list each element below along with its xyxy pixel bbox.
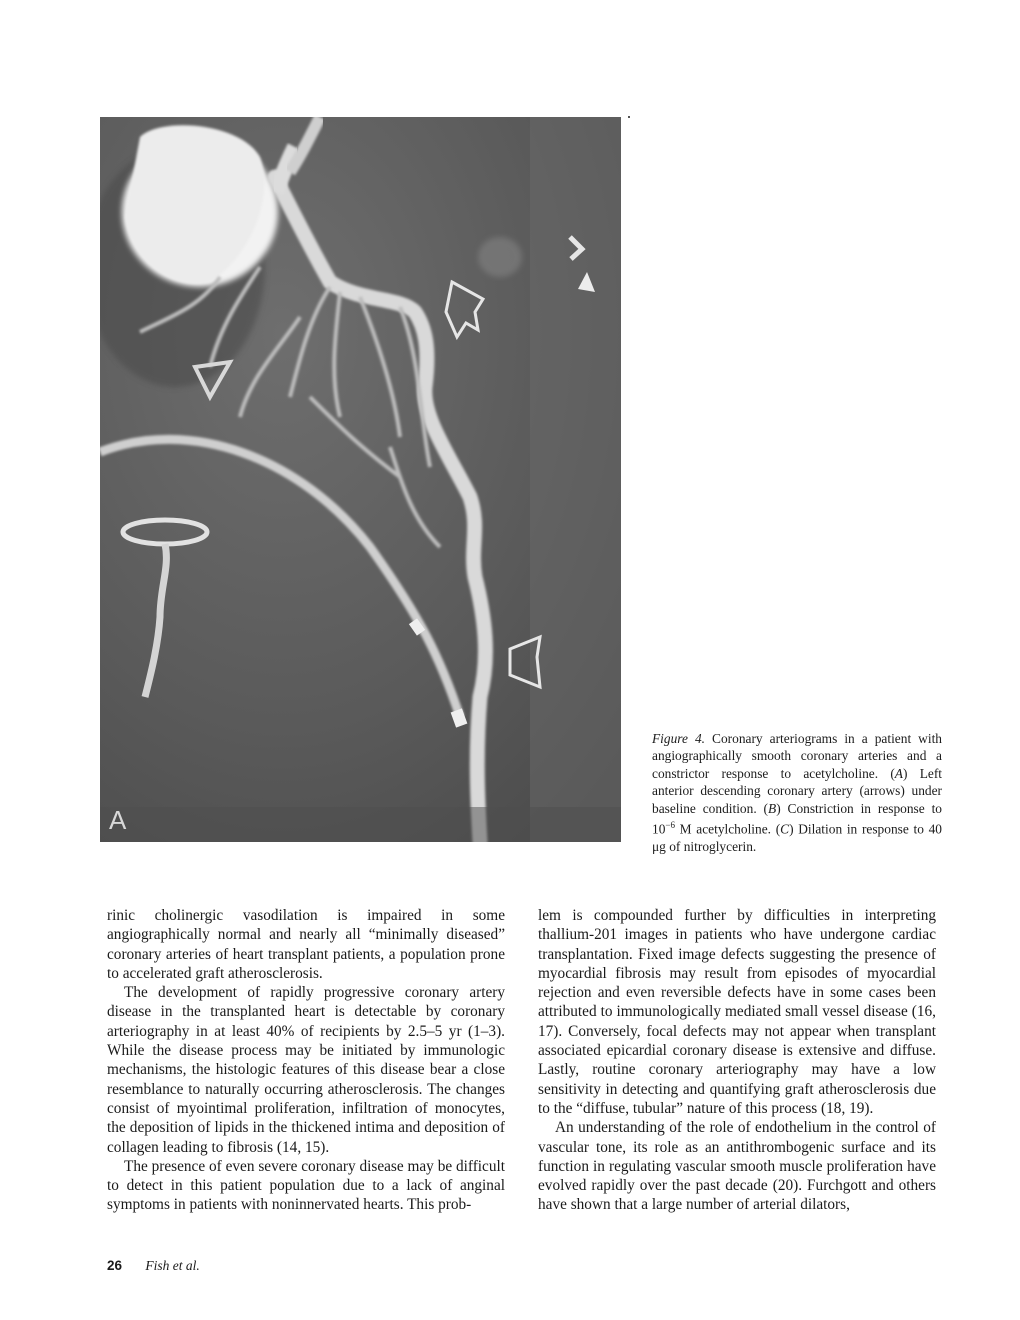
figure-caption: [652, 730, 942, 855]
caption-text-5: ) Dilation in response to 40 μg of nitroglycerin.: [652, 821, 942, 854]
panel-label: A: [109, 805, 127, 835]
paragraph: An understanding of the role of endothelium in the control of vascular tone, its role as an antithrombogenic surface and its function in regulating vascular smooth muscle proliferation have evolved rapidly over the past decade (20). Furchgott and others have shown that a large number of arterial dilators,: [538, 1119, 936, 1214]
paragraph: The development of rapidly progressive coronary artery disease in the transplanted heart is detectable by coronary arteriography in at least 40% of recipients by 2.5–5 yr (1–3). While the disease process may be initiated by immunologic mechanisms, the histologic features of this disease bear a close resemblance to naturally occurring atherosclerosis. The changes consist of myointimal proliferation, infiltration of monocytes, the deposition of lipids in the thickened intima and deposition of collagen leading to fibrosis (14, 15).: [107, 984, 505, 1156]
caption-text-4: M acetylcholine. (: [674, 821, 781, 837]
figure-label: Figure 4.: [652, 731, 706, 746]
caption-text-3: ) Constriction in response to 10: [652, 800, 942, 837]
page-number: 26: [107, 1258, 123, 1273]
caption-exponent: −6: [665, 820, 675, 831]
caption-text-2: ) Left anterior descending coronary artery (arrows) under baseline condition. (: [652, 765, 942, 816]
speck-mark: [628, 116, 630, 118]
angiogram-image: [100, 117, 621, 842]
paragraph: The presence of even severe coronary disease may be difficult to detect in this patient population due to a lack of anginal symptoms in patients with noninnervated hearts. This prob-: [107, 1157, 505, 1214]
angiogram-figure: [100, 117, 621, 842]
left-column: [107, 906, 505, 1215]
caption-b: B: [768, 800, 777, 816]
caption-a: A: [894, 765, 903, 781]
page-footer: [107, 1258, 200, 1274]
paragraph: lem is compounded further by difficulties in interpreting thallium-201 images in patients who have undergone cardiac transplantation. Fixed image defects suggesting the presence of myocardial fibrosis may result from episodes of myocardial rejection and even reversible defects have in some cases been attributed to immunologically mediated small vessel disease (16, 17). Conversely, focal defects may not appear when transplant associated epicardial coronary disease is extensive and diffuse. Lastly, routine coronary arteriography may have a low sensitivity in detecting and quantifying graft atherosclerosis due to the “diffuse, tubular” nature of this process (18, 19).: [538, 907, 936, 1117]
caption-c: C: [780, 821, 790, 837]
caption-text-1: Coronary arteriograms in a patient with angiographically smooth coronary arteries and a constrictor response to acetylcholine. (: [652, 731, 942, 781]
running-authors: Fish et al.: [145, 1258, 200, 1273]
paragraph: rinic cholinergic vasodilation is impaired in some angiographically normal and nearly all “minimally diseased” coronary arteries of heart transplant patients, a population prone to accelerated graft atherosclerosis.: [107, 907, 505, 982]
right-column: [538, 906, 936, 1215]
